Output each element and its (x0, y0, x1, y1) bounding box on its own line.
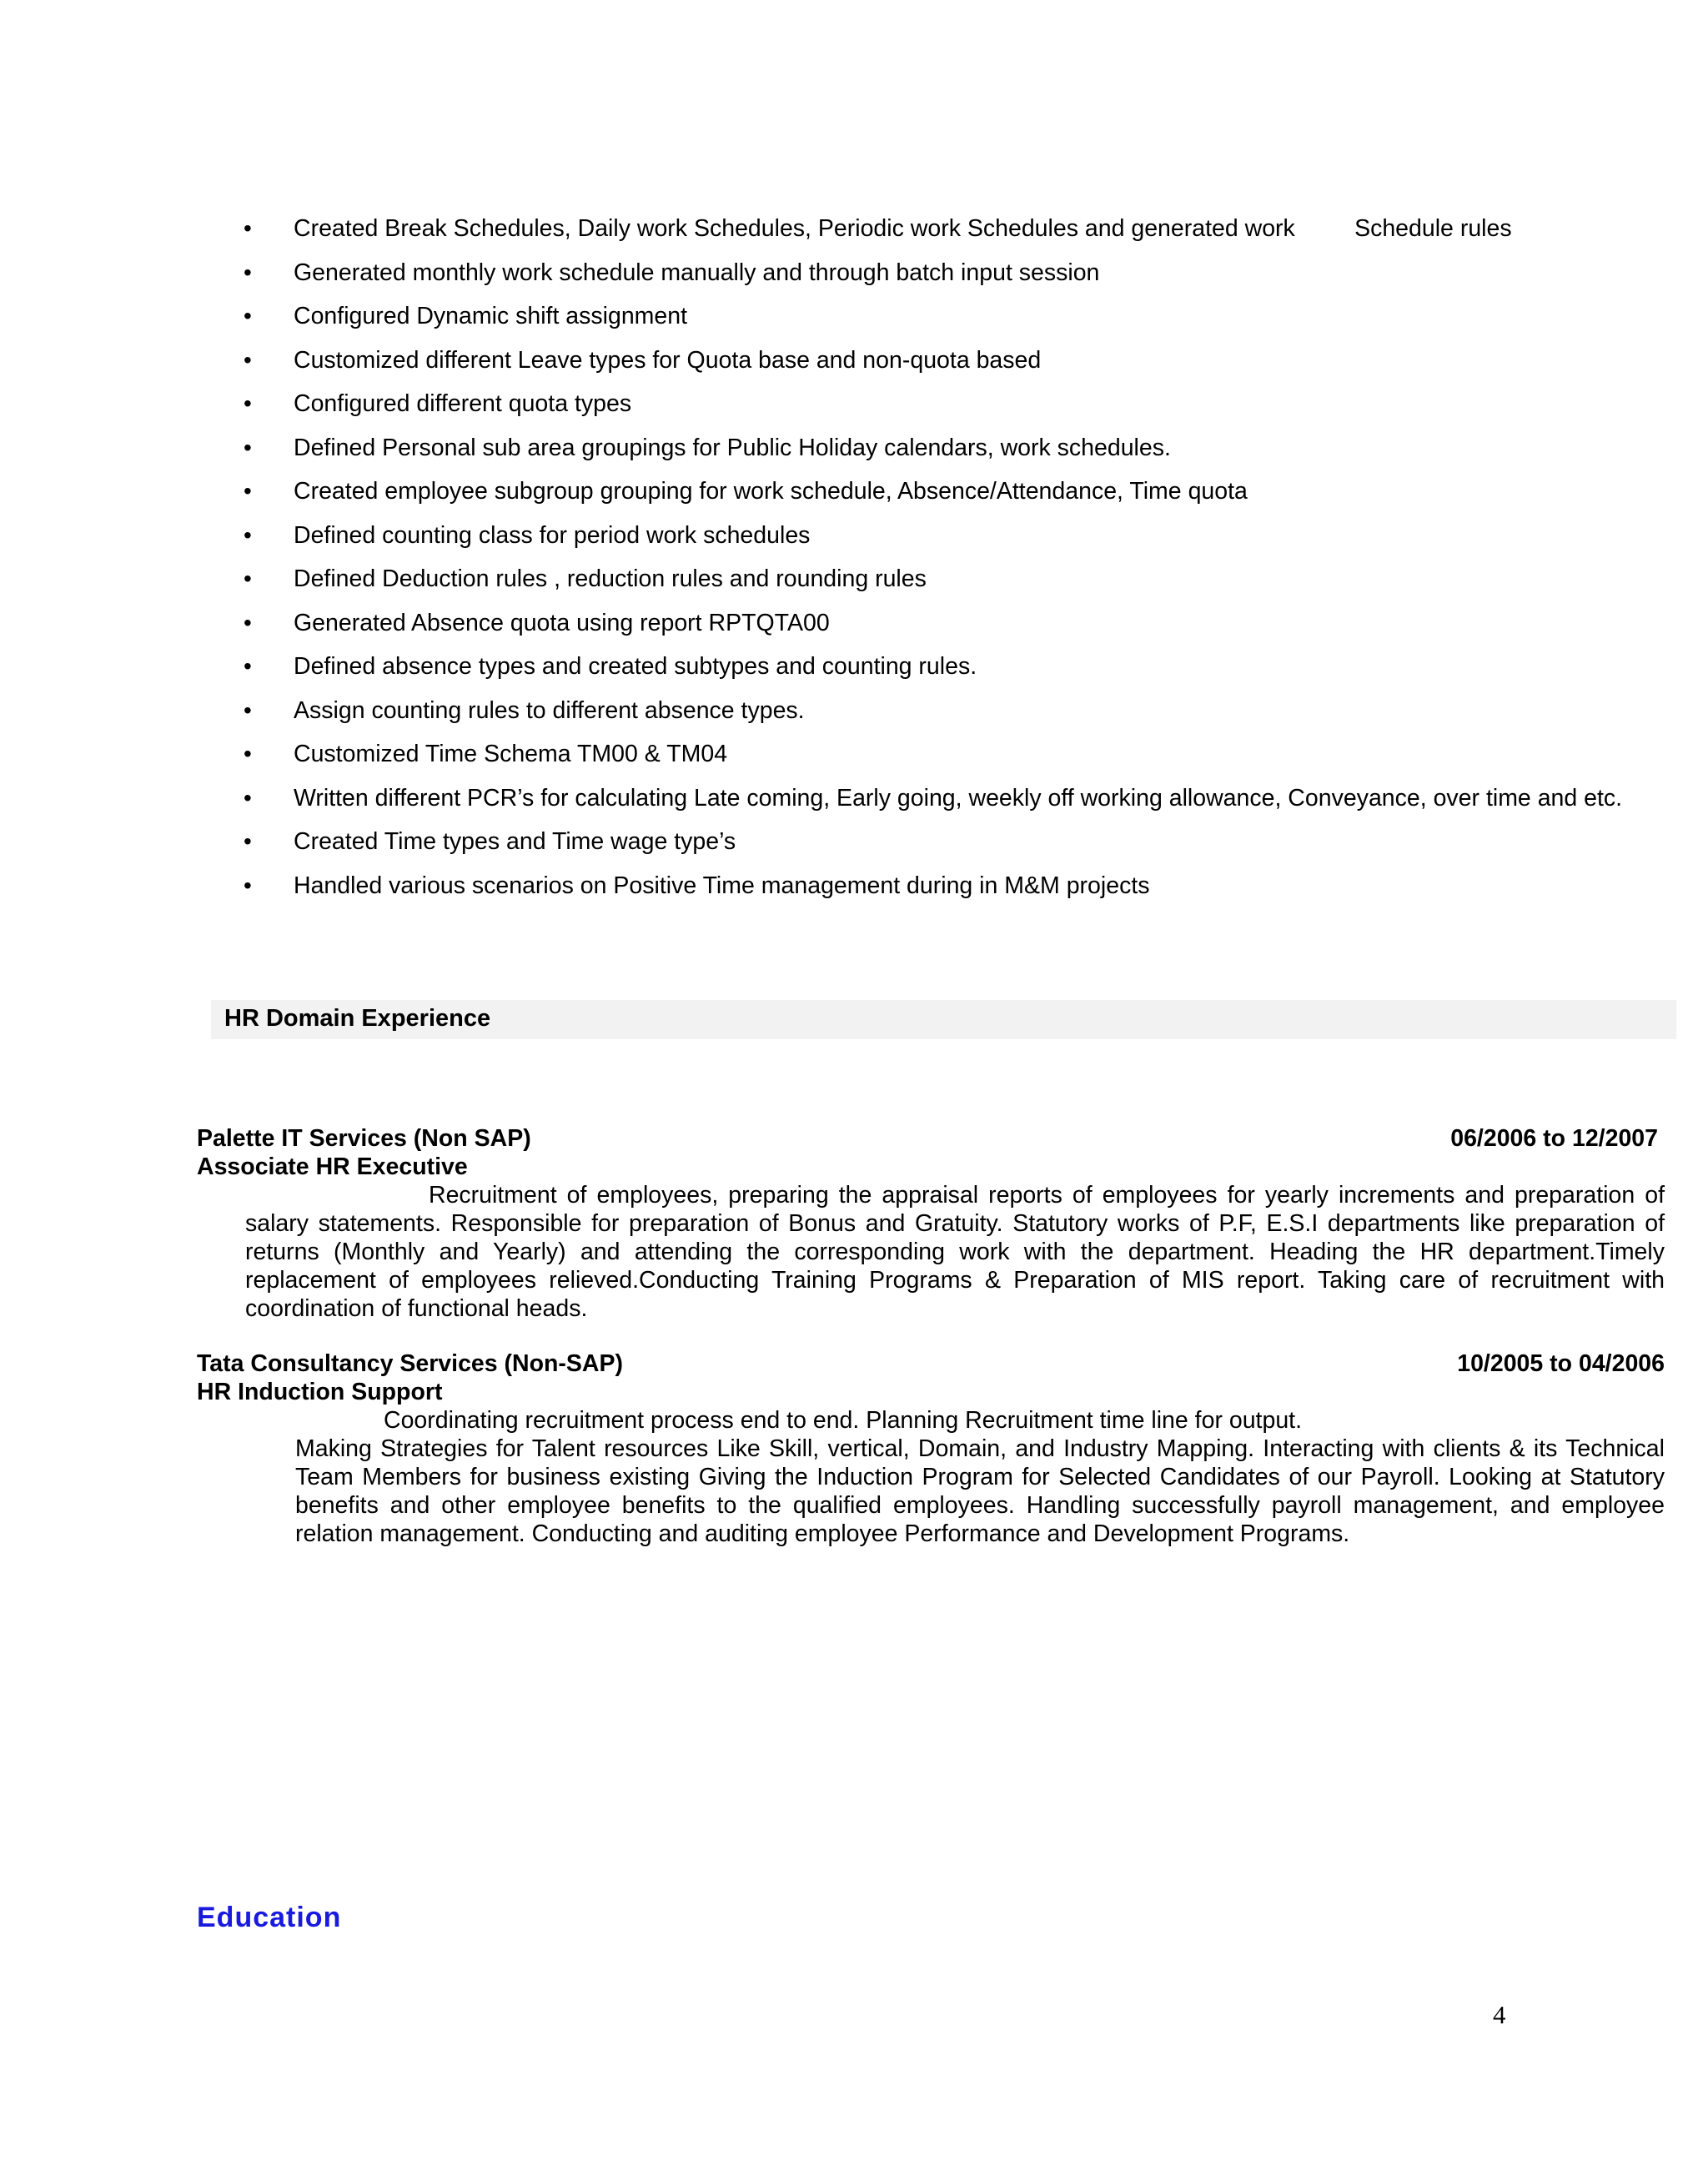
job-dates: 10/2005 to 04/2006 (1457, 1350, 1665, 1377)
bullet-item (242, 601, 1664, 646)
bullet-text: Handled various scenarios on Positive Time management during in M&M projects (294, 872, 1150, 899)
bullet-text: Customized Time Schema TM00 & TM04 (294, 741, 728, 767)
bullet-text: Defined Personal sub area groupings for Public Holiday calendars, work schedules. (294, 434, 1171, 461)
bullet-item (242, 776, 1664, 821)
bullet-item (242, 689, 1664, 733)
job-header-row (197, 1349, 1665, 1378)
bullet-dot: • (244, 478, 252, 504)
time-management-bullet-list (242, 207, 1664, 907)
bullet-text: Defined counting class for period work schedules (294, 521, 811, 549)
job-dates: 06/2006 to 12/2007 (1450, 1125, 1658, 1152)
bullet-item (242, 820, 1664, 864)
bullet-dot: • (244, 741, 252, 766)
bullet-item (242, 207, 1664, 251)
bullet-dot: • (244, 784, 252, 811)
bullet-text: Defined absence types and created subtypes and counting rules. (294, 653, 977, 680)
bullet-dot: • (244, 390, 252, 416)
job-company: Tata Consultancy Services (Non-SAP) (197, 1350, 624, 1377)
bullet-dot: • (244, 653, 252, 679)
job-entry-palette (197, 1124, 1665, 1323)
bullet-item (242, 339, 1664, 383)
bullet-text: Customized different Leave types for Quota base and non-quota based (294, 346, 1042, 374)
bullet-item (242, 514, 1664, 558)
job-description: Recruitment of employees, preparing the appraisal reports of employees for yearly increments and preparation of salary statements. Responsible for preparation of Bonus and Gratuity. Statutory works of P.F, E.S.I departments like preparation of returns (Monthly and Yearly) and attending the corresponding work with the department. Heading the HR department.Timely replacement of employees relieved.Conducting Training Programs & Preparation of MIS report. Taking care of recruitment with coordination of functional heads. (245, 1182, 1665, 1322)
job-company: Palette IT Services (Non SAP) (197, 1125, 531, 1152)
bullet-dot: • (244, 609, 252, 636)
job-description-first-line: Coordinating recruitment process end to end. Planning Recruitment time line for output. (384, 1407, 1303, 1434)
bullet-dot: • (244, 215, 252, 241)
bullet-text: Configured Dynamic shift assignment (294, 303, 688, 329)
bullet-text: Generated Absence quota using report RPTQTA00 (294, 609, 830, 636)
bullet-item (242, 864, 1664, 908)
job-role: Associate HR Executive (197, 1153, 468, 1180)
hr-domain-experience-section-bar (211, 1000, 1676, 1039)
bullet-dot: • (244, 346, 252, 373)
bullet-text: Generated monthly work schedule manually and through batch input session (294, 259, 1100, 286)
bullet-item (242, 426, 1664, 470)
job-description: Making Strategies for Talent resources Like Skill, vertical, Domain, and Industry Mapping. Interacting with clients & its Technical Team Members for business existing Giving the Induction Program for Selected Candidates of our Payroll. Looking at Statutory benefits and other employee benefits to the qualified employees. Handling successfully payroll management, and employee relation management. Conducting and auditing employee Performance and Development Programs. (295, 1435, 1665, 1547)
bullet-text: Created Time types and Time wage type’s (294, 828, 736, 855)
job-entry-tcs (197, 1349, 1665, 1548)
bullet-text: Assign counting rules to different absence types. (294, 696, 805, 724)
bullet-item (242, 470, 1664, 514)
bullet-text: Configured different quota types (294, 390, 632, 417)
bullet-item (242, 645, 1664, 689)
bullet-dot: • (244, 434, 252, 460)
bullet-text: Created employee subgroup grouping for work schedule, Absence/Attendance, Time quota (294, 478, 1248, 505)
bullet-dot: • (244, 565, 252, 591)
bullet-item (242, 251, 1664, 295)
bullet-item (242, 732, 1664, 776)
bullet-dot: • (244, 828, 252, 854)
job-role: HR Induction Support (197, 1379, 443, 1405)
bullet-item (242, 294, 1664, 339)
bullet-text: Written different PCR’s for calculating Late coming, Early going, weekly off working allowance, Conveyance, over time and etc. (294, 784, 1623, 812)
bullet-item (242, 382, 1664, 426)
bullet-text: Created Break Schedules, Daily work Schedules, Periodic work Schedules and generated work Schedule rules (294, 215, 1512, 242)
bullet-dot: • (244, 259, 252, 285)
bullet-dot: • (244, 696, 252, 723)
section-heading: HR Domain Experience (224, 1005, 491, 1032)
bullet-text: Defined Deduction rules , reduction rules and rounding rules (294, 565, 927, 592)
page-number: 4 (1493, 2000, 1506, 2029)
bullet-dot: • (244, 521, 252, 548)
education-heading: Education (197, 1902, 342, 1933)
bullet-dot: • (244, 872, 252, 898)
job-header-row (197, 1124, 1665, 1153)
bullet-item (242, 557, 1664, 601)
bullet-dot: • (244, 303, 252, 329)
